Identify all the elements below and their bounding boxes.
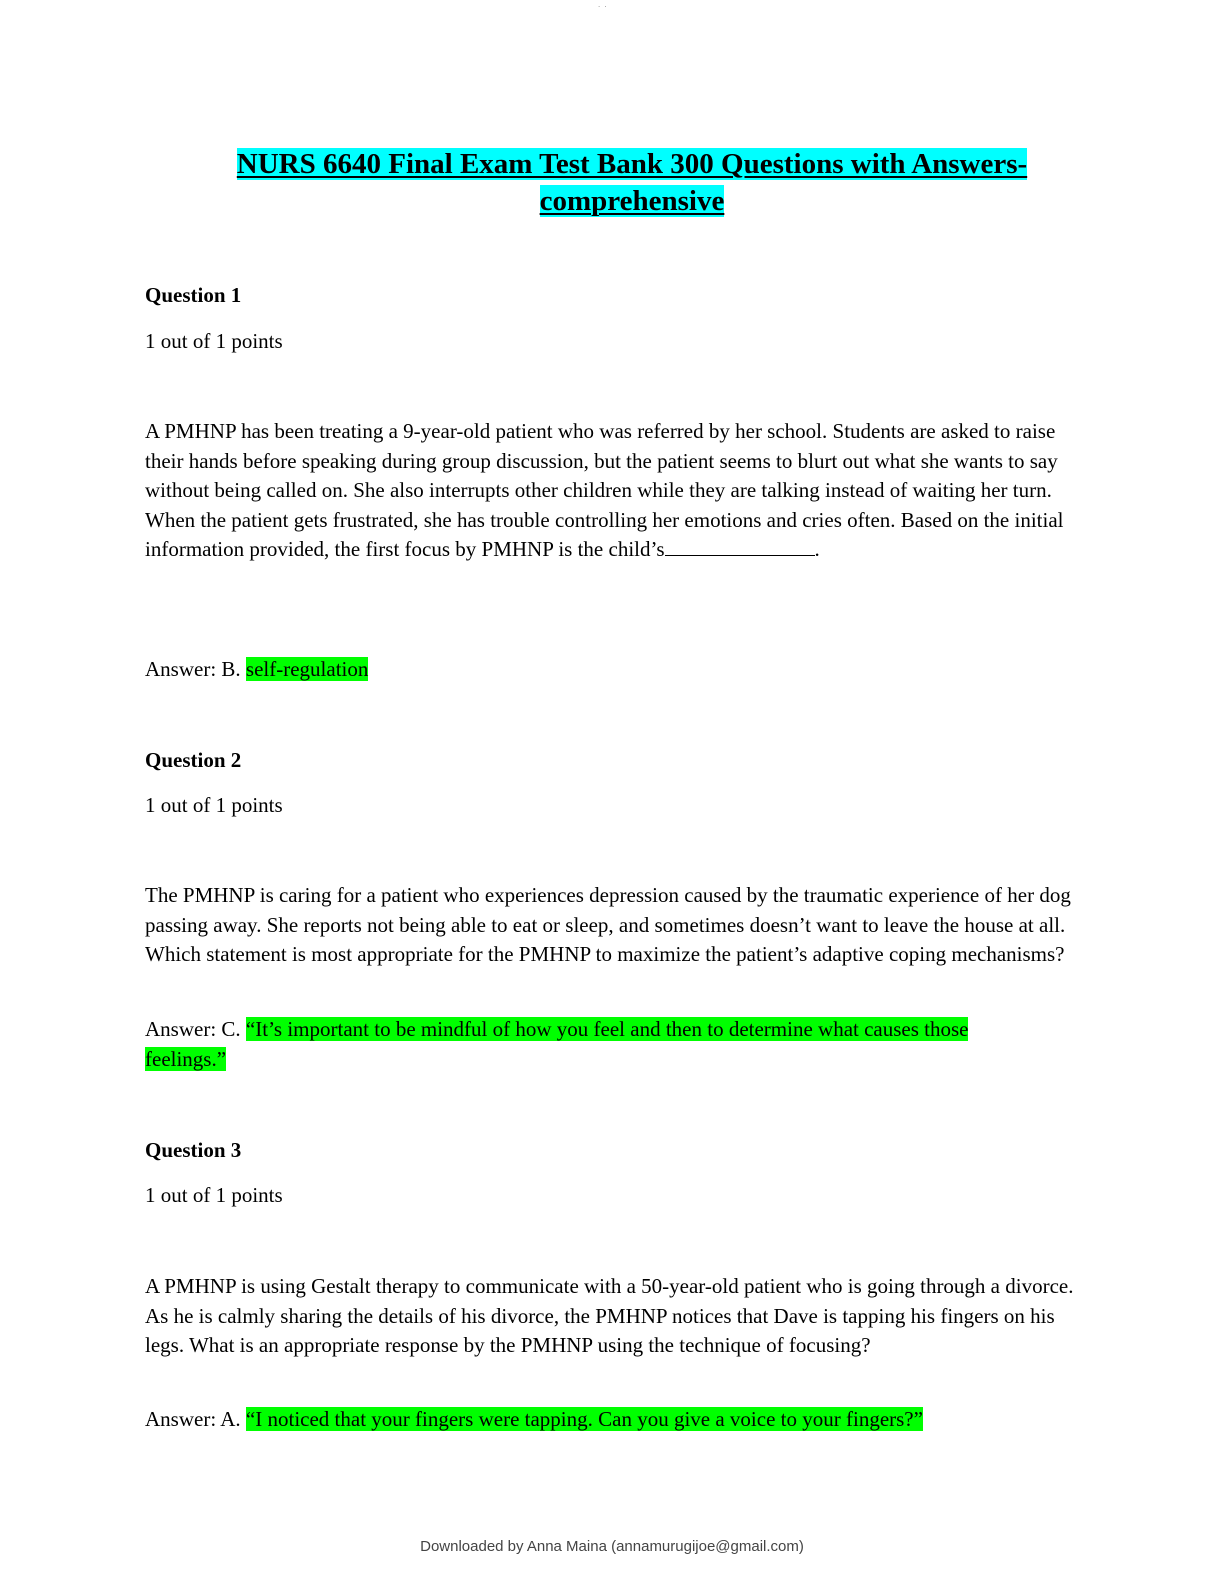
- question-2-answer-text: “It’s important to be mindful of how you feel and then to determine what causes those feelings.”: [145, 1017, 969, 1071]
- question-1-text-body: A PMHNP has been treating a 9-year-old patient who was referred by her school. Students are asked to raise their hands before speaking during group discussion, but the patient seems to blurt out what she wants to say without being called on. She also interrupts other children while they are talking instead of waiting her turn. When the patient gets frustrated, she has trouble controlling her emotions and cries often. Based on the initial information provided, the first focus by PMHNP is the child’s: [145, 419, 1064, 561]
- question-3-points: 1 out of 1 points: [145, 1183, 283, 1207]
- question-3-heading: Question 3: [145, 1138, 242, 1162]
- question-1-answer: [145, 655, 1045, 685]
- question-1-text-end: .: [814, 537, 820, 561]
- question-1-heading: Question 1: [145, 283, 242, 307]
- title-line-1: NURS 6640 Final Exam Test Bank 300 Questions with Answers-: [236, 148, 1028, 180]
- question-1-text: [145, 417, 1075, 565]
- document-title: [130, 146, 1134, 220]
- question-1-answer-prefix: Answer: B.: [145, 657, 241, 681]
- answer-blank: [665, 535, 815, 556]
- question-1-points: 1 out of 1 points: [145, 329, 283, 353]
- page-top-mark: . .: [598, 0, 608, 9]
- question-3-answer-prefix: Answer: A.: [145, 1407, 241, 1431]
- download-footer: Downloaded by Anna Maina (annamurugijoe@gmail.com): [420, 1538, 804, 1555]
- question-1-answer-text: self-regulation: [245, 657, 369, 681]
- question-3-answer-text: “I noticed that your fingers were tapping. Can you give a voice to your fingers?”: [245, 1407, 923, 1431]
- question-2-text: The PMHNP is caring for a patient who experiences depression caused by the traumatic experience of her dog passing away. She reports not being able to eat or sleep, and sometimes doesn’t want to leave the house at all. Which statement is most appropriate for the PMHNP to maximize the patient’s adaptive coping mechanisms?: [145, 883, 1071, 966]
- question-3-text: A PMHNP is using Gestalt therapy to communicate with a 50-year-old patient who is going through a divorce. As he is calmly sharing the details of his divorce, the PMHNP notices that Dave is tapping his fingers on his legs. What is an appropriate response by the PMHNP using the technique of focusing?: [145, 1274, 1074, 1357]
- question-2-answer: [145, 1015, 1045, 1074]
- question-2-answer-prefix: Answer: C.: [145, 1017, 241, 1041]
- question-2-heading: Question 2: [145, 748, 242, 772]
- question-3-answer: [145, 1405, 1045, 1435]
- question-2-points: 1 out of 1 points: [145, 793, 283, 817]
- title-line-2: comprehensive: [539, 185, 725, 217]
